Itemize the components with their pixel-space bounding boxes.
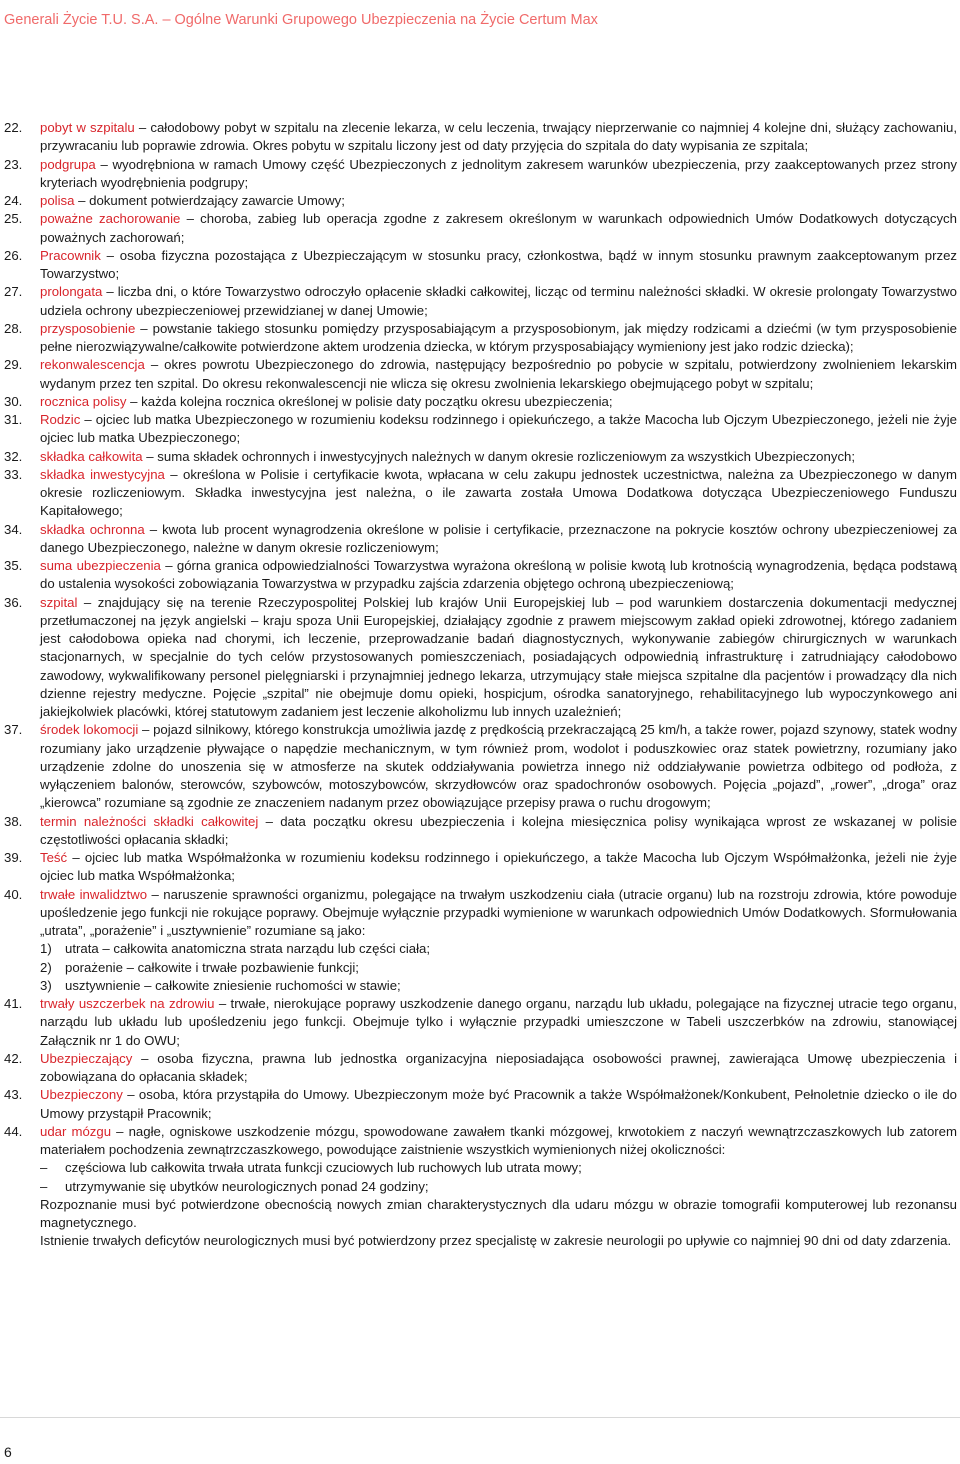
definition-text: – liczba dni, o które Towarzystwo odroczyło opłacenie składki całkowitej, licząc od terminu należności składki. W okresie prolongaty Towarzystwo udziela ochrony ubezpieczeniowej przewidzianej w danej Umowie;: [40, 284, 957, 318]
definition-term: Teść: [40, 850, 68, 865]
sub-list-item: [40, 959, 957, 977]
definition-item: [0, 393, 960, 411]
definition-number: 33.: [4, 466, 23, 482]
definition-number: 31.: [4, 412, 23, 427]
definition-number: 34.: [4, 521, 23, 537]
definition-text: – górna granica odpowiedzialności Towarzystwa wyrażona określoną w polisie kwotą lub krotnością wynagrodzenia, będąca podstawą do ustalenia wysokości zobowiązania Towarzystwa w przypadku zajścia zdarzenia objętego ochroną ubezpieczeniową;: [40, 558, 957, 592]
definition-term: udar mózgu: [40, 1123, 112, 1139]
definition-term: rekonwalescencja: [40, 357, 145, 373]
definition-text: – osoba fizyczna, prawna lub jednostka organizacyjna nieposiadająca osobowości prawnej, zawierająca Umowę ubezpieczenia i zobowiązana do opłacania składek;: [40, 1050, 957, 1084]
definition-text: – każda kolejna rocznica określonej w polisie daty początku okresu ubezpieczenia;: [126, 393, 613, 409]
definition-number: 41.: [4, 996, 23, 1011]
definition-number: 22.: [4, 120, 23, 135]
definition-text: – osoba fizyczna pozostająca z Ubezpieczającym w stosunku pracy, członkostwa, bądź w innym stosunku prawnym zaakceptowanym przez Towarzystwo;: [40, 247, 957, 281]
definition-term: podgrupa: [40, 156, 96, 172]
definition-term: prolongata: [40, 284, 103, 300]
sub-list-marker: 1): [40, 941, 52, 957]
document-title: Ogólne Warunki Grupowego Ubezpieczenia na Życie Certum Max: [174, 12, 598, 28]
definition-item: [0, 356, 960, 393]
definition-number: 27.: [4, 284, 23, 300]
definition-number: 40.: [4, 886, 23, 902]
definition-item: [0, 557, 960, 594]
definition-text: – wyodrębniona w ramach Umowy część Ubezpieczonych z jednolitym zakresem warunków ubezpieczenia, przy zaakceptowanych przez strony kryteriach wyodrębnienia podgrupy;: [40, 156, 957, 190]
definition-item: [0, 448, 960, 466]
definition-text: – ojciec lub matka Współmałżonka w rozumieniu kodeksu rodzinnego i opiekuńczego, a także Macocha lub Ojczym Współmałżonka, jeżeli nie żyje ojciec lub matka Współmałżonka;: [40, 850, 957, 884]
definition-term: składka całkowita: [40, 448, 143, 464]
definition-number: 37.: [4, 722, 23, 738]
definition-number: 29.: [4, 357, 23, 373]
definition-number: 42.: [4, 1050, 23, 1066]
sub-list-text: utrata – całkowita anatomiczna strata narządu lub części ciała;: [65, 941, 431, 957]
footer-divider: [0, 1417, 960, 1418]
header-separator: –: [162, 12, 171, 28]
definition-item: [0, 283, 960, 320]
definition-term: składka inwestycyjna: [40, 466, 165, 482]
definition-text: – okres powrotu Ubezpieczonego do zdrowia, następujący bezpośrednio po pobycie w szpitalu, potwierdzony zwolnieniem lekarskim wydanym przez ten szpital. Do okresu rekonwalescencji nie wlicza się okresu zwolnienia lekarskiego obejmującego pobyt w szpitalu;: [40, 357, 957, 391]
definition-term: Ubezpieczający: [40, 1050, 133, 1066]
definition-number: 23.: [4, 156, 23, 172]
definition-text: – kwota lub procent wynagrodzenia określone w polisie i certyfikacie, przeznaczone na pokrycie kosztów ochrony ubezpieczeniowej za danego Ubezpieczonego, należne w danym okresie rozliczeniowym;: [40, 521, 957, 555]
definition-text: – suma składek ochronnych i inwestycyjnych należnych w danym okresie rozliczeniowym za wszystkich Ubezpieczonych;: [142, 448, 856, 464]
definition-number: 30.: [4, 393, 23, 409]
sub-list-marker: 3): [40, 977, 52, 993]
definition-item: [0, 594, 960, 722]
definition-term: Rodzic: [40, 412, 81, 427]
condition-list-dash: –: [40, 1160, 48, 1176]
definition-item: [0, 247, 960, 284]
page-header: [4, 12, 598, 28]
condition-list-item: [40, 1159, 957, 1177]
condition-list-dash: –: [40, 1178, 48, 1194]
definition-item: [0, 411, 960, 448]
definition-item: [0, 886, 960, 996]
definition-number: 28.: [4, 320, 23, 336]
definition-item: [0, 119, 960, 156]
definition-number: 43.: [4, 1087, 23, 1103]
definition-item: [0, 156, 960, 193]
definition-number: 24.: [4, 193, 23, 208]
condition-list-text: utrzymywanie się ubytków neurologicznych ponad 24 godziny;: [65, 1178, 429, 1194]
definition-term: Ubezpieczony: [40, 1087, 123, 1103]
definition-text: – ojciec lub matka Ubezpieczonego w rozumieniu kodeksu rodzinnego i opiekuńczego, a także Macocha lub Ojczym Ubezpieczonego, jeżeli nie żyje ojciec lub matka Ubezpieczonego;: [40, 412, 957, 446]
definition-text: – powstanie takiego stosunku pomiędzy przysposabiającym a przysposobionym, jak między rodzicami a dziećmi (w tym przysposobienie pełne nierozwiązywalne/całkowite potwierdzone aktem urodzenia dziecka, w którym przysposabiający wymieniony jest jako rodzic dziecka);: [40, 320, 957, 354]
sub-list-item: [40, 940, 957, 958]
definition-item: [0, 813, 960, 850]
definition-number: 38.: [4, 813, 23, 829]
definition-term: środek lokomocji: [40, 722, 139, 738]
definition-item: [0, 995, 960, 1050]
definition-term: termin należności składki całkowitej: [40, 813, 259, 829]
definition-text: – nagłe, ogniskowe uszkodzenie mózgu, spowodowane zawałem tkanki mózgowej, krwotokiem z naczyń wewnątrzczaszkowych lub zatorem materiałem pochodzenia zewnątrzczaszkowego, powodujące zaistnienie wszystkich wymienionych niżej okoliczności:: [40, 1123, 957, 1157]
definitions-list: [0, 119, 960, 1251]
definition-item: [0, 849, 960, 886]
page-number: 6: [4, 1444, 12, 1460]
sub-list-item: [40, 977, 957, 995]
definition-term: rocznica polisy: [40, 393, 127, 409]
definition-number: 44.: [4, 1123, 23, 1139]
definition-text: – naruszenie sprawności organizmu, polegające na trwałym uszkodzeniu ciała (utracie organu) lub na rozstroju zdrowia, które powoduje upośledzenie jego funkcji nie rokujące poprawy. Obejmuje wyłącznie przypadki wymienione w warunkach odpowiednich Umów Dodatkowych. Sformułowania „utrata”, „porażenie” i „usztywnienie” rozumiane są jako:: [40, 886, 957, 938]
sub-list-marker: 2): [40, 959, 52, 975]
definition-term: poważne zachorowanie: [40, 211, 181, 227]
definition-text: – choroba, zabieg lub operacja zgodne z zakresem określonym w warunkach odpowiednich Umów Dodatkowych dotyczących poważnych zachorowań;: [40, 211, 957, 245]
definition-number: 25.: [4, 211, 23, 227]
definition-text: – dokument potwierdzający zawarcie Umowy;: [74, 193, 345, 208]
definition-text: – całodobowy pobyt w szpitalu na zlecenie lekarza, w celu leczenia, trwający nieprzerwanie co najmniej 4 kolejne dni, służący zachowaniu, przywracaniu lub poprawie zdrowia. Okres pobytu w szpitalu liczony jest od daty przyjęcia do szpitala do daty wypisania ze szpitala;: [40, 120, 957, 154]
definition-item: [0, 192, 960, 210]
sub-list-text: porażenie – całkowite i trwałe pozbawienie funkcji;: [65, 959, 359, 975]
definition-text: – trwałe, nierokujące poprawy uszkodzenie danego organu, narządu lub układu, polegające na fizycznej utracie tego organu, narządu lub układu lub upośledzeniu jego funkcji. Obejmuje tylko i wyłącznie przypadki umieszczone w Tabeli uszczerbków na zdrowiu, stanowiącej Załącznik nr 1 do OWU;: [40, 996, 957, 1048]
definition-term: polisa: [40, 193, 75, 208]
definition-term: trwały uszczerbek na zdrowiu: [40, 996, 215, 1011]
company-name: Generali Życie T.U. S.A.: [4, 12, 159, 28]
condition-list-item: [40, 1178, 957, 1196]
definition-term: pobyt w szpitalu: [40, 120, 135, 135]
definition-item: [0, 1123, 960, 1251]
sub-list-text: usztywnienie – całkowite zniesienie ruchomości w stawie;: [65, 977, 401, 993]
definition-number: 39.: [4, 850, 23, 865]
definition-number: 26.: [4, 247, 23, 263]
definition-term: trwałe inwalidztwo: [40, 886, 148, 902]
definition-item: [0, 210, 960, 247]
definition-number: 32.: [4, 448, 23, 464]
definition-paragraph: Istnienie trwałych deficytów neurologicznych musi być potwierdzony przez specjalistę w zakresie neurologii po upływie co najmniej 90 dni od daty zdarzenia.: [40, 1233, 952, 1249]
definition-item: [0, 320, 960, 357]
definition-item: [0, 1050, 960, 1087]
definition-item: [0, 521, 960, 558]
condition-list-text: częściowa lub całkowita trwała utrata funkcji czuciowych lub ruchowych lub utrata mowy;: [65, 1160, 582, 1176]
definition-text: – określona w Polisie i certyfikacie kwota, wpłacana w celu zakupu jednostek uczestnictwa, należna za Ubezpieczonego w danym okresie rozliczeniowym. Składka inwestycyjna jest należna, o ile zawarta została Umowa Dodatkowa dotycząca Ubezpieczeniowego Funduszu Kapitałowego;: [40, 466, 957, 519]
definition-item: [0, 466, 960, 521]
definition-text: – data początku okresu ubezpieczenia i kolejna miesięcznica polisy wynikająca wprost ze wskazanej w polisie częstotliwości opłacania składki;: [40, 813, 957, 847]
definition-text: – osoba, która przystąpiła do Umowy. Ubezpieczonym może być Pracownik a także Współmałżonek/Konkubent, Pełnoletnie dziecko o ile do Umowy przystąpił Pracownik;: [40, 1087, 957, 1121]
definition-number: 35.: [4, 558, 23, 573]
definition-number: 36.: [4, 594, 23, 610]
definition-text: – pojazd silnikowy, którego konstrukcja umożliwia jazdę z prędkością przekraczającą 25 km/h, a także rower, pojazd szynowy, statek wodny rozumiany jako urządzenie pływające o napędzie mechanicznym, w tym również prom, wodolot i poduszkowiec oraz statek powietrzny, rozumiany jako urządzenie zdolne do unoszenia się w atmosferze na skutek oddziaływania powietrza innego niż oddziaływanie powietrza odbitego od podłoża, z wyłączeniem balonów, sterowców, szybowców, motoszybowców, skrzydłowców oraz spadochronów osobowych. Pojęcia „pojazd”, „rower”, „droga” oraz „kierowca” rozumiane są zgodnie ze znaczeniem nadanym przez obowiązujące przepisy prawa o ruchu drogowym;: [40, 722, 957, 811]
definition-text: – znajdujący się na terenie Rzeczypospolitej Polskiej lub krajów Unii Europejskiej lub – pod warunkiem dostarczenia dokumentacji medycznej przetłumaczonej na język angielski – kraju spoza Unii Europejskiej, działający zgodnie z prawem miejscowym zakład opieki zdrowotnej, którego zadaniem jest całodobowa opieka nad chorymi, ich leczenie, przeprowadzanie badań diagnostycznych, wykonywanie zabiegów chirurgicznych w warunkach stacjonarnych, w specjalnie do tych celów przystosowanych pomieszczeniach, posiadających odpowiednią infrastrukturę i zatrudniający całodobowo zawodowy, wykwalifikowany personel pielęgniarski i przynajmniej jednego lekarza, utrzymujący stałe miejsca szpitalne dla pacjentów i prowadzący dla nich dzienne rejestry medyczne. Pojęcie „szpital” nie obejmuje domu opieki, hospicjum, ośrodka sanatoryjnego, rehabilitacyjnego lub wypoczynkowego ani jakiejkolwiek placówki, której statutowym zadaniem jest leczenie alkoholizmu lub innych uzależnień;: [40, 594, 957, 719]
definition-term: Pracownik: [40, 247, 101, 263]
definition-item: [0, 1086, 960, 1123]
definition-term: przysposobienie: [40, 320, 136, 336]
definition-item: [0, 721, 960, 812]
definition-paragraph: Rozpoznanie musi być potwierdzone obecnością nowych zmian charakterystycznych dla udaru mózgu w obrazie tomografii komputerowej lub rezonansu magnetycznego.: [40, 1196, 957, 1230]
definition-term: składka ochronna: [40, 521, 145, 537]
definition-term: suma ubezpieczenia: [40, 558, 161, 573]
definition-term: szpital: [40, 594, 78, 610]
